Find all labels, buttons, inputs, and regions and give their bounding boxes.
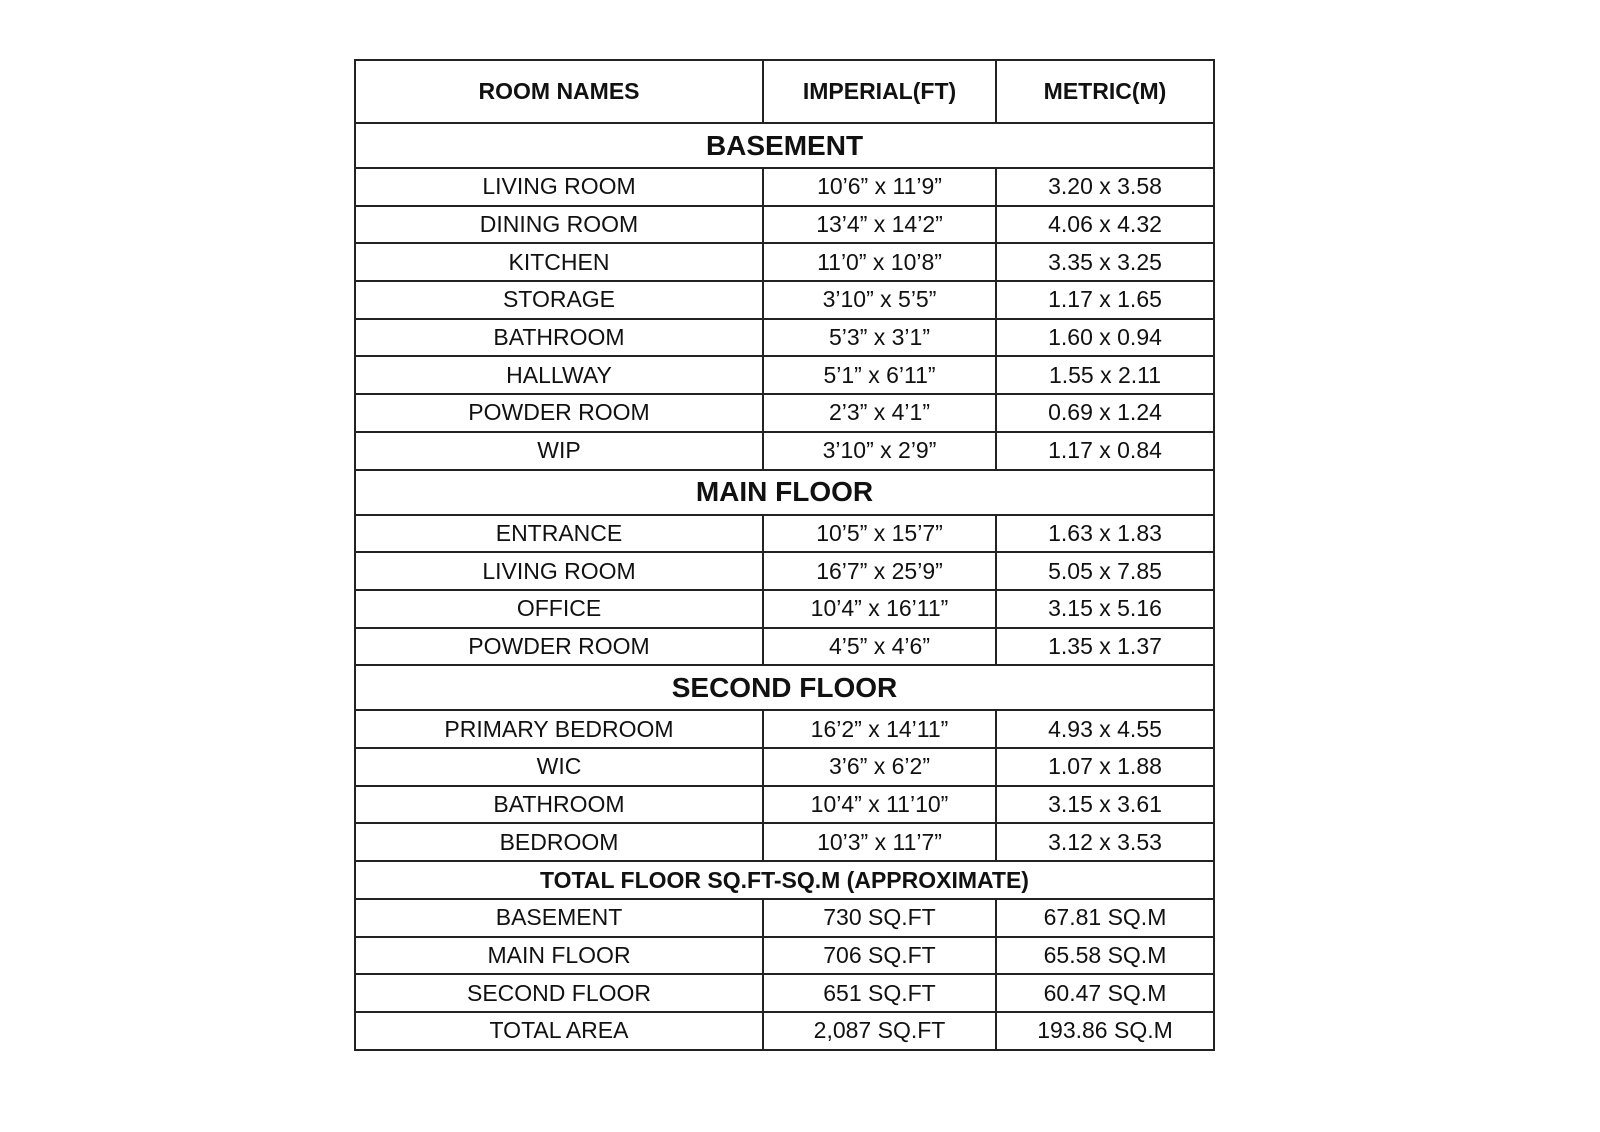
imperial-cell: 4’5” x 4’6” — [763, 628, 996, 666]
imperial-cell: 3’10” x 5’5” — [763, 281, 996, 319]
room-name-cell: POWDER ROOM — [355, 394, 763, 432]
metric-cell: 3.12 x 3.53 — [996, 823, 1214, 861]
imperial-cell: 16’7” x 25’9” — [763, 552, 996, 590]
room-name-cell: ENTRANCE — [355, 515, 763, 553]
table-row — [355, 432, 1214, 470]
table-row — [355, 319, 1214, 357]
room-name-cell: HALLWAY — [355, 356, 763, 394]
metric-cell: 1.35 x 1.37 — [996, 628, 1214, 666]
metric-cell: 3.20 x 3.58 — [996, 168, 1214, 206]
table-row — [355, 552, 1214, 590]
table-row — [355, 710, 1214, 748]
table-row — [355, 786, 1214, 824]
room-name-cell: BATHROOM — [355, 786, 763, 824]
imperial-cell: 706 SQ.FT — [763, 937, 996, 975]
imperial-cell: 5’1” x 6’11” — [763, 356, 996, 394]
table-row — [355, 206, 1214, 244]
imperial-cell: 651 SQ.FT — [763, 974, 996, 1012]
room-name-cell: BATHROOM — [355, 319, 763, 357]
section-header-row — [355, 123, 1214, 168]
metric-cell: 5.05 x 7.85 — [996, 552, 1214, 590]
metric-cell: 4.93 x 4.55 — [996, 710, 1214, 748]
metric-cell: 1.63 x 1.83 — [996, 515, 1214, 553]
table-row — [355, 168, 1214, 206]
table-row — [355, 590, 1214, 628]
metric-cell: 3.35 x 3.25 — [996, 243, 1214, 281]
table-row — [355, 515, 1214, 553]
room-name-cell: MAIN FLOOR — [355, 937, 763, 975]
section-header-row — [355, 665, 1214, 710]
room-name-cell: PRIMARY BEDROOM — [355, 710, 763, 748]
header-imperial: IMPERIAL(FT) — [763, 60, 996, 123]
room-name-cell: DINING ROOM — [355, 206, 763, 244]
imperial-cell: 11’0” x 10’8” — [763, 243, 996, 281]
metric-cell: 60.47 SQ.M — [996, 974, 1214, 1012]
metric-cell: 1.07 x 1.88 — [996, 748, 1214, 786]
table-row — [355, 281, 1214, 319]
header-room-names: ROOM NAMES — [355, 60, 763, 123]
table-row — [355, 356, 1214, 394]
imperial-cell: 3’10” x 2’9” — [763, 432, 996, 470]
imperial-cell: 16’2” x 14’11” — [763, 710, 996, 748]
table-row — [355, 1012, 1214, 1050]
table-row — [355, 243, 1214, 281]
room-name-cell: STORAGE — [355, 281, 763, 319]
table-row — [355, 748, 1214, 786]
metric-cell: 0.69 x 1.24 — [996, 394, 1214, 432]
room-name-cell: BEDROOM — [355, 823, 763, 861]
room-name-cell: POWDER ROOM — [355, 628, 763, 666]
imperial-cell: 10’6” x 11’9” — [763, 168, 996, 206]
header-metric: METRIC(M) — [996, 60, 1214, 123]
metric-cell: 4.06 x 4.32 — [996, 206, 1214, 244]
imperial-cell: 730 SQ.FT — [763, 899, 996, 937]
room-name-cell: SECOND FLOOR — [355, 974, 763, 1012]
room-name-cell: LIVING ROOM — [355, 552, 763, 590]
section-header-row — [355, 861, 1214, 899]
table-row — [355, 899, 1214, 937]
section-title: BASEMENT — [355, 123, 1214, 168]
imperial-cell: 3’6” x 6’2” — [763, 748, 996, 786]
section-title: TOTAL FLOOR SQ.FT-SQ.M (APPROXIMATE) — [355, 861, 1214, 899]
metric-cell: 1.17 x 0.84 — [996, 432, 1214, 470]
imperial-cell: 10’3” x 11’7” — [763, 823, 996, 861]
imperial-cell: 2,087 SQ.FT — [763, 1012, 996, 1050]
imperial-cell: 10’5” x 15’7” — [763, 515, 996, 553]
room-name-cell: WIP — [355, 432, 763, 470]
room-name-cell: WIC — [355, 748, 763, 786]
imperial-cell: 5’3” x 3’1” — [763, 319, 996, 357]
room-name-cell: BASEMENT — [355, 899, 763, 937]
imperial-cell: 13’4” x 14’2” — [763, 206, 996, 244]
metric-cell: 1.60 x 0.94 — [996, 319, 1214, 357]
section-title: MAIN FLOOR — [355, 470, 1214, 515]
room-name-cell: LIVING ROOM — [355, 168, 763, 206]
section-header-row — [355, 470, 1214, 515]
section-title: SECOND FLOOR — [355, 665, 1214, 710]
metric-cell: 67.81 SQ.M — [996, 899, 1214, 937]
table-row — [355, 823, 1214, 861]
metric-cell: 3.15 x 5.16 — [996, 590, 1214, 628]
metric-cell: 65.58 SQ.M — [996, 937, 1214, 975]
metric-cell: 193.86 SQ.M — [996, 1012, 1214, 1050]
metric-cell: 1.55 x 2.11 — [996, 356, 1214, 394]
table-row — [355, 937, 1214, 975]
imperial-cell: 2’3” x 4’1” — [763, 394, 996, 432]
room-name-cell: KITCHEN — [355, 243, 763, 281]
table-row — [355, 974, 1214, 1012]
room-name-cell: OFFICE — [355, 590, 763, 628]
room-name-cell: TOTAL AREA — [355, 1012, 763, 1050]
metric-cell: 3.15 x 3.61 — [996, 786, 1214, 824]
header-row — [355, 60, 1214, 123]
table-row — [355, 394, 1214, 432]
metric-cell: 1.17 x 1.65 — [996, 281, 1214, 319]
room-dimensions-table — [354, 59, 1215, 1051]
table-row — [355, 628, 1214, 666]
imperial-cell: 10’4” x 16’11” — [763, 590, 996, 628]
imperial-cell: 10’4” x 11’10” — [763, 786, 996, 824]
